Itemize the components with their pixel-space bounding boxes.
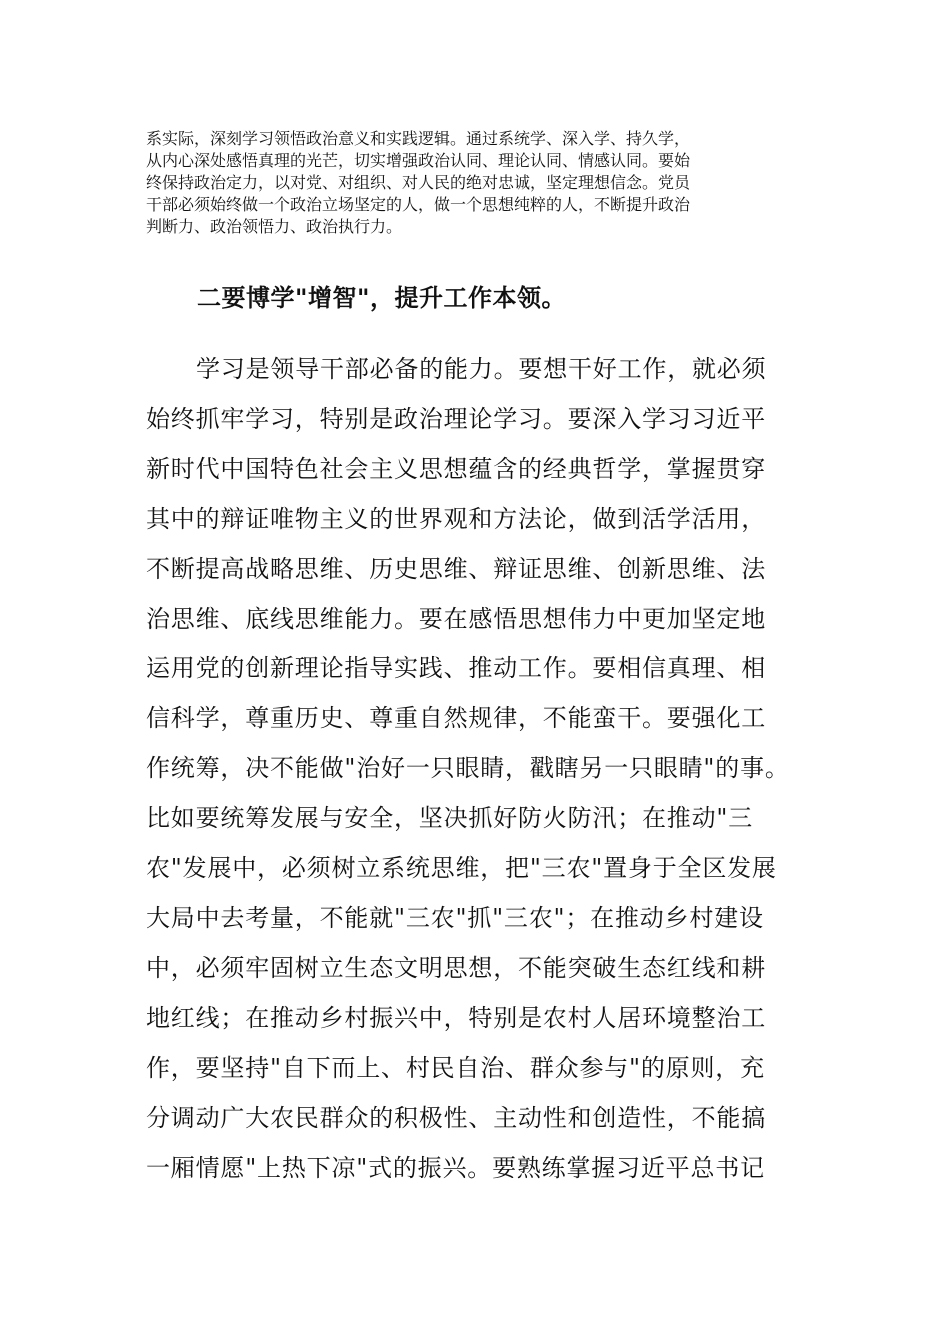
body-line: 作，要坚持"自下而上、村民自治、群众参与"的原则，充 bbox=[146, 1053, 765, 1082]
body-line: 作统筹，决不能做"治好一只眼睛，戳瞎另一只眼睛"的事。 bbox=[146, 754, 790, 783]
body-line: 地红线；在推动乡村振兴中，特别是农村人居环境整治工 bbox=[146, 1003, 766, 1032]
body-line: 不断提高战略思维、历史思维、辩证思维、创新思维、法 bbox=[146, 554, 766, 583]
body-line: 始终抓牢学习，特别是政治理论学习。要深入学习习近平 bbox=[146, 404, 766, 433]
intro-line: 从内心深处感悟真理的光芒，切实增强政治认同、理论认同、情感认同。要始 bbox=[146, 151, 691, 170]
body-line: 治思维、底线思维能力。要在感悟思想伟力中更加坚定地 bbox=[146, 604, 766, 633]
body-line: 运用党的创新理论指导实践、推动工作。要相信真理、相 bbox=[146, 654, 766, 683]
section-heading: 二要博学"增智"，提升工作本领。 bbox=[197, 284, 567, 312]
body-line: 中，必须牢固树立生态文明思想，不能突破生态红线和耕 bbox=[146, 953, 766, 982]
body-line: 分调动广大农民群众的积极性、主动性和创造性，不能搞 bbox=[146, 1103, 766, 1132]
body-line: 大局中去考量，不能就"三农"抓"三农"；在推动乡村建设 bbox=[146, 903, 764, 932]
body-line: 其中的辩证唯物主义的世界观和方法论，做到活学活用， bbox=[146, 504, 766, 533]
body-line: 新时代中国特色社会主义思想蕴含的经典哲学，掌握贯穿 bbox=[146, 454, 766, 483]
intro-line: 判断力、政治领悟力、政治执行力。 bbox=[146, 217, 403, 236]
body-line: 农"发展中，必须树立系统思维，把"三农"置身于全区发展 bbox=[146, 854, 777, 883]
body-paragraph bbox=[146, 345, 806, 1193]
body-line: 学习是领导干部必备的能力。要想干好工作，就必须 bbox=[196, 355, 767, 383]
body-line: 比如要统筹发展与安全，坚决抓好防火防汛；在推动"三 bbox=[146, 804, 754, 833]
intro-line: 系实际，深刻学习领悟政治意义和实践逻辑。通过系统学、深入学、持久学， bbox=[146, 129, 691, 148]
intro-line: 终保持政治定力，以对党、对组织、对人民的绝对忠诚，坚定理想信念。党员 bbox=[146, 173, 691, 192]
intro-paragraph bbox=[146, 128, 806, 238]
intro-line: 干部必须始终做一个政治立场坚定的人，做一个思想纯粹的人，不断提升政治 bbox=[146, 195, 691, 214]
body-line: 一厢情愿"上热下凉"式的振兴。要熟练掌握习近平总书记 bbox=[146, 1153, 765, 1182]
body-line: 信科学，尊重历史、尊重自然规律，不能蛮干。要强化工 bbox=[146, 704, 766, 733]
